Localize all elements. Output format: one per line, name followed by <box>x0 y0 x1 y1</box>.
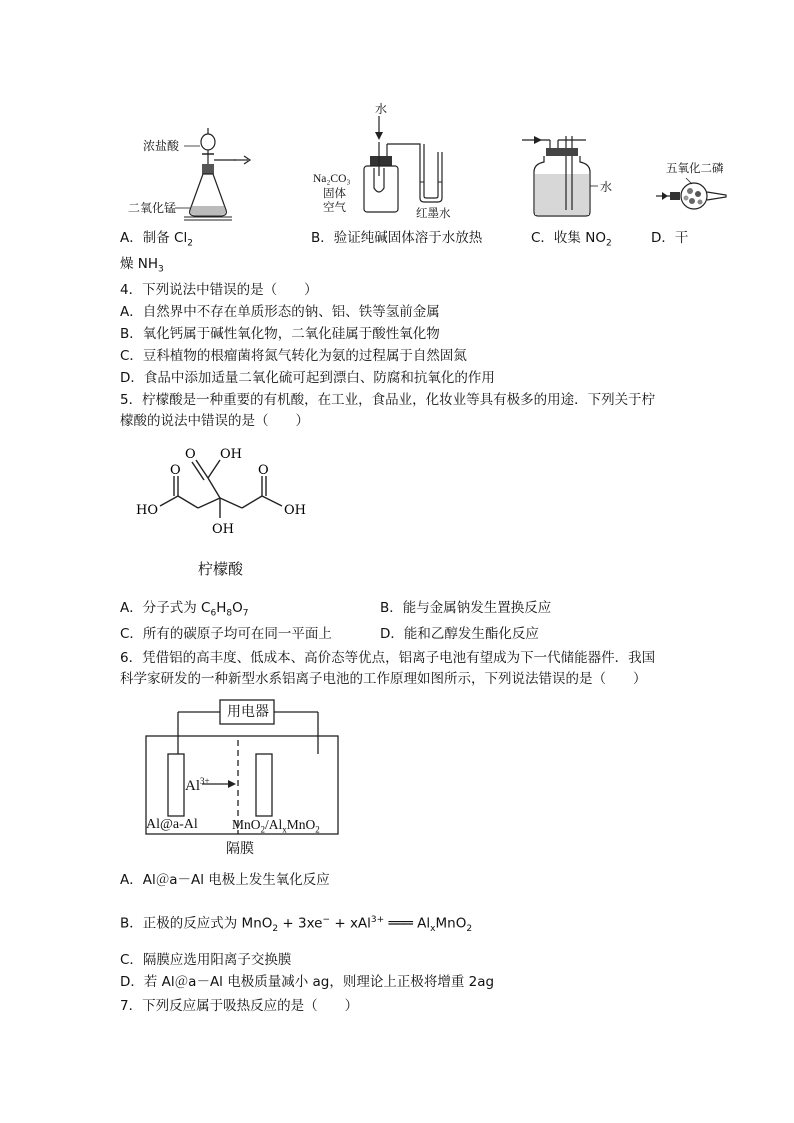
ion-label: $Al^{3+}$ <box>185 776 210 794</box>
apparatus-c-figure <box>520 130 613 220</box>
caption-c: C．收集 $NO_2$ <box>531 230 612 249</box>
label-p2o5: 五氧化二磷 <box>666 161 724 175</box>
q5-option-c: C．所有的碳原子均可在同一平面上 <box>120 626 332 642</box>
q5-option-b: B．能与金属钠发生置换反应 <box>380 600 552 616</box>
caption-b: B．验证纯碱固体溶于水放热 <box>311 230 483 246</box>
label-solid: 固体 <box>323 186 346 200</box>
q6-option-a: A．Al＠a－Al 电极上发生氧化反应 <box>120 872 330 888</box>
q6-option-b: B．正极的反应式为 MnO$_2$ + 3xe− + xAl$^{3+}$ ═══ $Al_xMnO_2$ <box>120 915 473 935</box>
label-red-ink: 红墨水 <box>416 206 451 220</box>
ho-left: HO <box>136 503 158 518</box>
q6-stem-line2: 科学家研发的一种新型水系铝离子电池的工作原理如图所示，下列说法错误的是（ ） <box>120 671 647 687</box>
caption-a: A．制备 $Cl_2$ <box>120 230 193 249</box>
q7-stem: 7．下列反应属于吸热反应的是（ ） <box>120 998 359 1014</box>
q4-stem: 4．下列说法中错误的是（ ） <box>120 282 318 298</box>
q5-option-d: D．能和乙醇发生酯化反应 <box>380 626 539 642</box>
q5-stem-line2: 檬酸的说法中错误的是（ ） <box>120 413 309 429</box>
arrow-icon <box>234 154 252 166</box>
label-water-c: 水 <box>600 180 613 194</box>
q5-stem-line1: 5．柠檬酸是一种重要的有机酸，在工业，食品业，化妆业等具有极多的用途．下列关于柠 <box>120 392 656 408</box>
device-label: 用电器 <box>227 704 269 720</box>
label-hcl: 浓盐酸 <box>143 139 180 153</box>
oh-center: OH <box>212 522 234 537</box>
membrane-label: 隔膜 <box>226 841 254 857</box>
label-mno2: 二氧化锰 <box>128 201 177 215</box>
citric-acid-name: 柠檬酸 <box>198 560 244 578</box>
q6-option-d: D．若 Al＠a－Al 电极质量减小 ag，则理论上正极将增重 2ag <box>120 974 495 990</box>
caption-d: D．干 <box>651 230 689 246</box>
o-right: O <box>258 463 269 478</box>
caption-d-cont: 燥 $NH_3$ <box>120 256 164 275</box>
q5-option-a: A．分子式为 $C_6H_8O_7$ <box>120 600 249 619</box>
label-air: 空气 <box>323 200 346 214</box>
q4-option-d: D．食品中添加适量二氧化硫可起到漂白、防腐和抗氧化的作用 <box>120 370 495 386</box>
oh-right: OH <box>284 503 306 518</box>
q4-option-a: A．自然界中不存在单质形态的钠、铝、铁等氢前金属 <box>120 304 440 320</box>
label-na2co3: Na₂CO₃ <box>313 173 351 185</box>
apparatus-b-figure <box>360 116 470 220</box>
left-electrode-label: Al@a-Al <box>146 817 198 832</box>
o-left: O <box>170 463 181 478</box>
q6-stem-line1: 6．凭借铝的高丰度、低成本、高价态等优点，铝离子电池有望成为下一代储能器件．我国 <box>120 650 656 666</box>
q4-option-b: B．氧化钙属于碱性氧化物，二氧化硅属于酸性氧化物 <box>120 326 440 342</box>
q4-option-c: C．豆科植物的根瘤菌将氮气转化为氨的过程属于自然固氮 <box>120 348 467 364</box>
oh-top: OH <box>220 447 242 462</box>
q6-option-c: C．隔膜应选用阳离子交换膜 <box>120 952 292 968</box>
apparatus-d-figure <box>656 176 746 216</box>
right-electrode-label: $MnO_2/Al_xMnO_2$ <box>232 817 320 835</box>
o-top: O <box>185 447 196 462</box>
label-water-b: 水 <box>375 102 388 116</box>
